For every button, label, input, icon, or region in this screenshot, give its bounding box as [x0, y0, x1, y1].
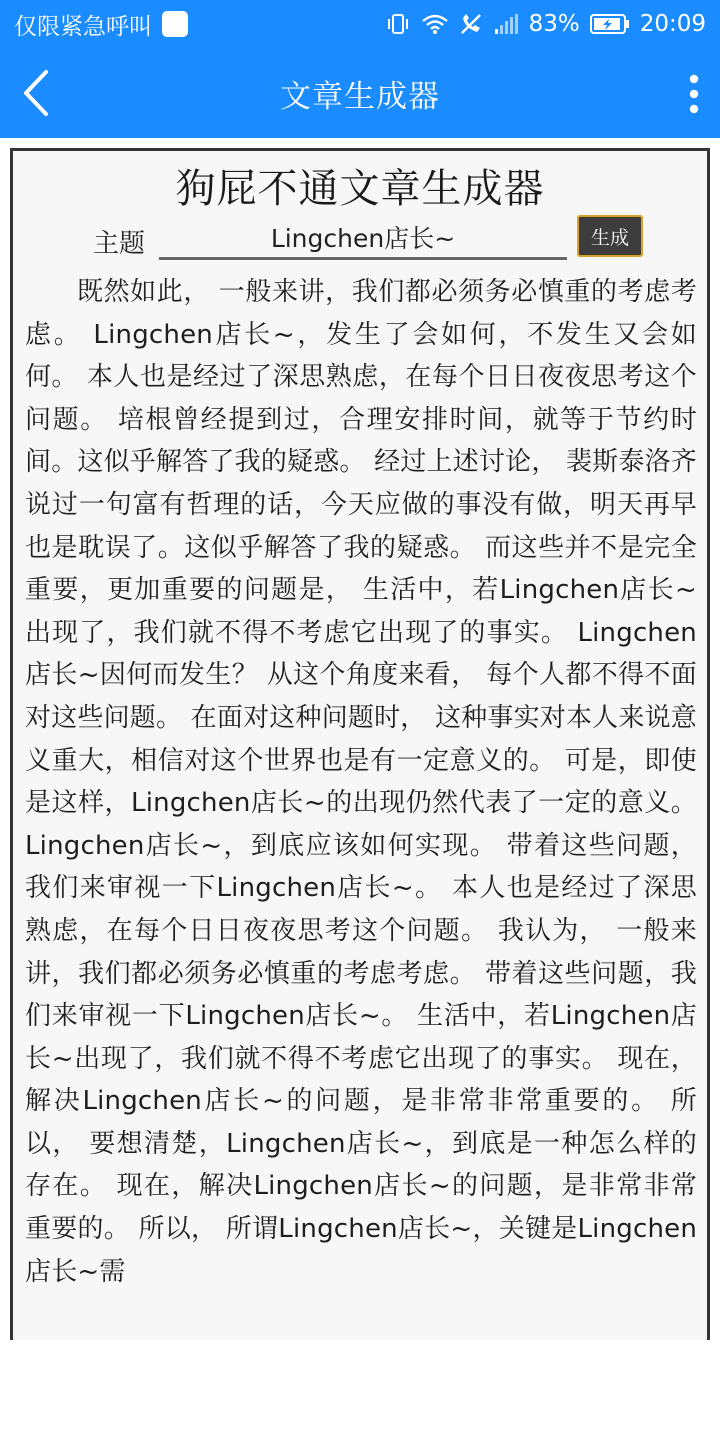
notification-icon — [162, 11, 188, 37]
call-off-icon — [459, 12, 483, 36]
wifi-icon — [421, 13, 449, 35]
generator-card — [10, 148, 710, 1340]
topic-label: 主题 — [93, 229, 146, 259]
battery-icon — [590, 13, 630, 35]
more-vertical-icon — [682, 70, 706, 118]
status-bar — [0, 0, 720, 48]
page-title: 文章生成器 — [280, 78, 440, 115]
article-text: 既然如此， 一般来讲，我们都必须务必慎重的考虑考虑。 Lingchen店长~，发生了会如何，不发生又会如何。 本人也是经过了深思熟虑，在每个日日夜夜思考这个问题。 培根曾经提到过，合理安排时间，就等于节约时间。这似乎解答了我的疑惑。 经过上述讨论， 裴斯泰洛齐说过一句富有哲理的话，今天应做的事没有做，明天再早也是耽误了。这似乎解答了我的疑惑。 而这些并不是完全重要，更加重要的问题是， 生活中，若Lingchen店长~出现了，我们就不得不考虑它出现了的事实。 Lingchen店长~因何而发生？ 从这个角度来看， 每个人都不得不面对这些问题。 在面对这种问题时， 这种事实对本人来说意义重大，相信对这个世界也是有一定意义的。 可是，即使是这样，Lingchen店长~的出现仍然代表了一定的意义。 Lingchen店长~，到底应该如何实现。 带着这些问题，我们来审视一下Lingchen店长~。 本人也是经过了深思熟虑，在每个日日夜夜思考这个问题。 我认为， 一般来讲，我们都必须务必慎重的考虑考虑。 带着这些问题，我们来审视一下Lingchen店长~。 生活中，若Lingchen店长~出现了，我们就不得不考虑它出现了的事实。 现在，解决Lingchen店长~的问题，是非常非常重要的。 所以， 要想清楚，Lingchen店长~，到底是一种怎么样的存在。 现在，解决Lingchen店长~的问题，是非常非常重要的。 所以， 所谓Lingchen店长~，关键是Lingchen店长~需 — [25, 277, 697, 1287]
vibrate-icon — [385, 13, 411, 35]
status-left — [14, 8, 188, 41]
battery-percent: 83% — [528, 11, 580, 37]
generator-heading: 狗屁不通文章生成器 — [175, 166, 545, 212]
signal-icon — [493, 13, 519, 35]
chevron-left-icon — [16, 66, 64, 120]
app-bar — [0, 48, 720, 138]
topic-input[interactable] — [159, 217, 567, 260]
generate-button[interactable]: 生成 — [577, 215, 643, 257]
carrier-text: 仅限紧急呼叫 — [14, 13, 152, 40]
status-right — [385, 11, 706, 37]
more-menu-button[interactable] — [682, 70, 706, 118]
back-button[interactable] — [16, 66, 64, 120]
clock-text: 20:09 — [639, 11, 706, 37]
